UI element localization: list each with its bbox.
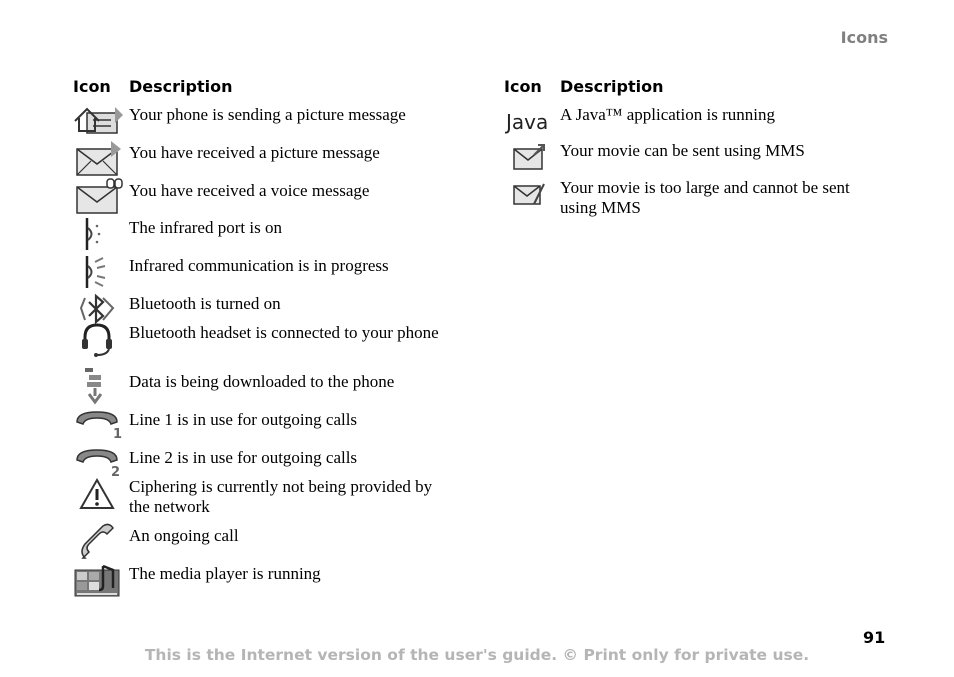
media-player-icon <box>73 560 125 600</box>
voice-message-received-icon <box>73 177 125 217</box>
picture-message-received-icon <box>73 139 125 179</box>
row-description: Your phone is sending a picture message <box>129 105 406 124</box>
row-description: Line 1 is in use for outgoing calls <box>129 410 358 429</box>
row-description: You have received a picture message <box>129 143 380 162</box>
page-number: 91 <box>863 628 886 647</box>
row-description: A Java™ application is running <box>560 105 775 124</box>
table-row <box>73 564 441 600</box>
data-download-icon <box>73 368 125 408</box>
table-header <box>73 76 443 98</box>
row-description: You have received a voice message <box>129 181 370 200</box>
table-row <box>504 178 882 218</box>
row-description: Data is being downloaded to the phone <box>129 372 395 391</box>
table-row <box>73 372 441 408</box>
table-row <box>504 105 882 141</box>
row-description: The infrared port is on <box>129 218 282 237</box>
row-description: Infrared communication is in progress <box>129 256 389 275</box>
row-description: The media player is running <box>129 564 321 583</box>
line-1-icon <box>73 406 125 446</box>
row-description: Your movie is too large and cannot be sent using MMS <box>560 178 850 217</box>
table-row <box>73 323 441 359</box>
movie-mms-icon <box>504 137 556 177</box>
row-description: Your movie can be sent using MMS <box>560 141 805 160</box>
row-description: Bluetooth is turned on <box>129 294 281 313</box>
row-description: Line 2 is in use for outgoing calls <box>129 448 358 467</box>
header-icon: Icon <box>504 77 542 96</box>
table-header <box>504 76 884 98</box>
header-icon: Icon <box>73 77 111 96</box>
row-description: An ongoing call <box>129 526 239 545</box>
header-description: Description <box>129 77 233 96</box>
section-title: Icons <box>840 28 888 47</box>
table-row <box>73 143 441 179</box>
right-icon-table <box>504 76 884 217</box>
header-description: Description <box>560 77 664 96</box>
table-row <box>73 181 441 217</box>
table-row <box>73 477 441 517</box>
infrared-on-icon <box>73 214 125 254</box>
infrared-active-icon <box>73 252 125 292</box>
footer-notice: This is the Internet version of the user's guide. © Print only for private use. <box>144 646 810 664</box>
ongoing-call-icon <box>73 522 125 562</box>
table-row <box>73 218 441 254</box>
left-icon-table <box>73 76 443 583</box>
bluetooth-headset-icon <box>73 319 125 359</box>
table-row <box>73 105 441 141</box>
row-description: Bluetooth headset is connected to your phone <box>129 323 439 342</box>
svg-text:Java: Java <box>506 110 549 134</box>
table-row <box>504 141 882 177</box>
table-row <box>73 526 441 562</box>
movie-too-large-icon <box>504 174 556 214</box>
svg-text:1: 1 <box>113 427 123 442</box>
table-row <box>73 410 441 446</box>
table-row <box>73 256 441 292</box>
svg-text:2: 2 <box>111 465 121 480</box>
row-description: Ciphering is currently not being provided by the network <box>129 477 433 516</box>
java-icon <box>504 101 556 141</box>
ciphering-warning-icon <box>73 473 125 513</box>
picture-message-sending-icon <box>73 101 125 141</box>
